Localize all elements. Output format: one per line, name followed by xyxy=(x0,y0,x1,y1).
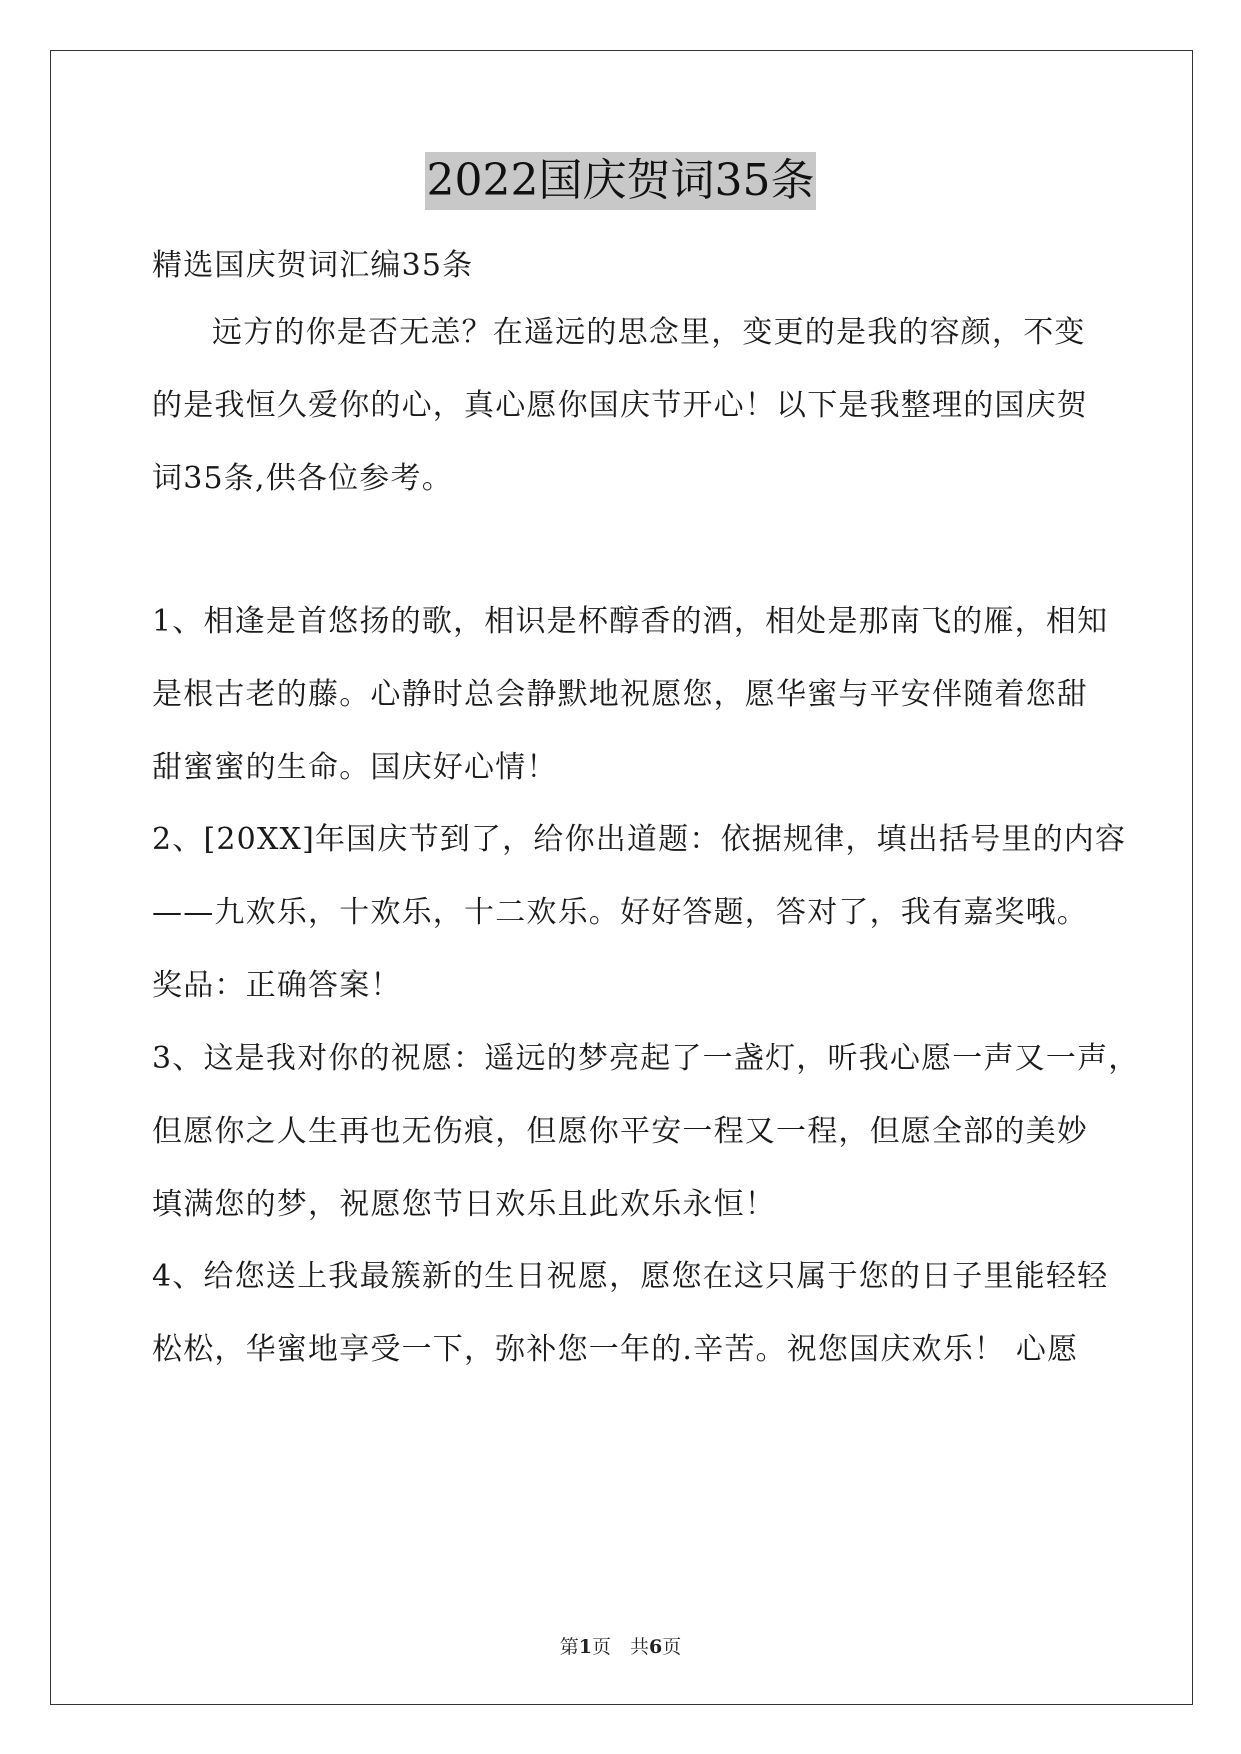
page-footer xyxy=(0,1632,1241,1659)
item-line: 是根古老的藤。心静时总会静默地祝愿您，愿华蜜与平安伴随着您甜 xyxy=(152,677,1088,712)
item-line: 4、给您送上我最簇新的生日祝愿，愿您在这只属于您的日子里能轻轻 xyxy=(152,1259,1109,1294)
intro-line: 远方的你是否无恙？在遥远的思念里，变更的是我的容颜，不变 xyxy=(212,315,1086,350)
item-line: ——九欢乐，十欢乐，十二欢乐。好好答题，答对了，我有嘉奖哦。 xyxy=(152,895,1088,930)
intro-line: 词35条,供各位参考。 xyxy=(152,461,453,496)
total-pages-number: 6 xyxy=(649,1636,663,1658)
document-subtitle: 精选国庆贺词汇编35条 xyxy=(152,248,474,283)
current-page-number: 1 xyxy=(578,1636,592,1658)
page-mid: 页 共 xyxy=(591,1636,649,1658)
title-block xyxy=(0,152,1241,210)
item-line: 2、[20XX]年国庆节到了，给你出道题：依据规律，填出括号里的内容 xyxy=(152,822,1127,857)
page-prefix: 第 xyxy=(559,1636,579,1658)
item-line: 甜蜜蜜的生命。国庆好心情！ xyxy=(152,750,558,785)
item-line: 填满您的梦，祝愿您节日欢乐且此欢乐永恒！ xyxy=(152,1187,776,1222)
intro-line: 的是我恒久爱你的心，真心愿你国庆节开心！以下是我整理的国庆贺 xyxy=(152,388,1088,423)
page-border xyxy=(50,50,1193,1705)
page-suffix: 页 xyxy=(662,1636,682,1658)
item-line: 1、相逢是首悠扬的歌，相识是杯醇香的酒，相处是那南飞的雁，相知 xyxy=(152,604,1109,639)
item-line: 3、这是我对你的祝愿：遥远的梦亮起了一盏灯，听我心愿一声又一声， xyxy=(152,1041,1140,1076)
document-title: 2022国庆贺词35条 xyxy=(425,152,817,210)
item-line: 奖品：正确答案！ xyxy=(152,968,402,1003)
item-line: 松松，华蜜地享受一下，弥补您一年的.辛苦。祝您国庆欢乐！ 心愿 xyxy=(152,1332,1079,1367)
item-line: 但愿你之人生再也无伤痕，但愿你平安一程又一程，但愿全部的美妙 xyxy=(152,1114,1088,1149)
